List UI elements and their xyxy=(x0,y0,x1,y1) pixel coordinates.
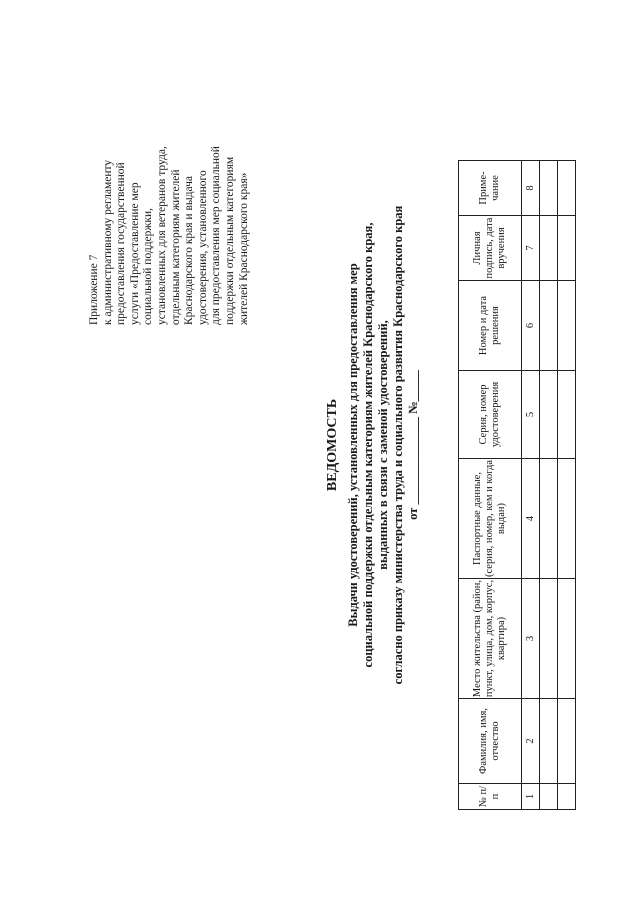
column-number-cell: 8 xyxy=(522,161,540,216)
header-number: № п/п xyxy=(459,784,522,810)
column-number-cell: 4 xyxy=(522,459,540,579)
appendix-line: поддержки отдельным категориям xyxy=(223,156,236,325)
column-number-cell: 6 xyxy=(522,281,540,371)
header-signature: Личная подпись, дата вручения xyxy=(459,216,522,281)
appendix-line: для предоставления мер социальной xyxy=(210,146,223,325)
header-decision: Номер и дата решения xyxy=(459,281,522,371)
appendix-line: Приложение 7 xyxy=(88,254,100,325)
table-cell xyxy=(540,784,558,810)
statement-line: Выдачи удостоверений, установленных для предоставления мер xyxy=(346,263,360,627)
statement-heading: ВЕДОМОСТЬ xyxy=(325,398,340,492)
column-number-cell: 7 xyxy=(522,216,540,281)
table-row xyxy=(558,161,576,810)
appendix-line: отдельным категориям жителей xyxy=(169,169,182,325)
appendix-note xyxy=(88,85,251,325)
appendix-line: к административному регламенту xyxy=(101,159,114,325)
column-number-cell: 2 xyxy=(522,699,540,784)
table-cell xyxy=(558,784,576,810)
header-certificate: Серия, номер удостоверения xyxy=(459,371,522,459)
column-number-cell: 5 xyxy=(522,371,540,459)
appendix-line: жителей Краснодарского края» xyxy=(237,172,250,325)
appendix-line: Краснодарского края и выдача xyxy=(183,176,196,325)
appendix-line: предоставления государственной xyxy=(115,162,128,325)
table-cell xyxy=(558,216,576,281)
table-cell xyxy=(558,161,576,216)
appendix-line: услуги «Предоставление мер xyxy=(128,182,141,325)
table-cell xyxy=(540,161,558,216)
header-full-name: Фамилия, имя, отчество xyxy=(459,699,522,784)
register-table xyxy=(458,160,576,810)
table-cell xyxy=(540,459,558,579)
header-passport: Паспортные данные, (серия, номер, кем и когда выдан) xyxy=(459,459,522,579)
appendix-line: установленных для ветеранов труда, xyxy=(155,146,168,325)
table-header-row xyxy=(459,161,522,810)
statement-line: от ______________ №_____ xyxy=(406,370,420,520)
header-note: Приме-чание xyxy=(459,161,522,216)
statement-line: социальной поддержки отдельным категориям жителей Краснодарского края, xyxy=(361,222,375,668)
statement-line: выданных в связи с заменой удостоверений, xyxy=(376,320,390,570)
statement-line: согласно приказу министерства труда и социального развития Краснодарского края xyxy=(391,205,405,685)
table-cell xyxy=(558,281,576,371)
column-number-cell: 3 xyxy=(522,579,540,699)
table-cell xyxy=(540,371,558,459)
column-number-cell: 1 xyxy=(522,784,540,810)
table-cell xyxy=(540,699,558,784)
numbering-row xyxy=(522,161,540,810)
table-cell xyxy=(558,699,576,784)
table-cell xyxy=(558,371,576,459)
statement-title-block xyxy=(325,185,421,705)
table-cell xyxy=(540,281,558,371)
table-row xyxy=(540,161,558,810)
appendix-line: социальной поддержки, xyxy=(142,208,155,325)
appendix-line: удостоверения, установленного xyxy=(196,170,209,325)
table-cell xyxy=(540,579,558,699)
table-cell xyxy=(540,216,558,281)
table-cell xyxy=(558,579,576,699)
table-cell xyxy=(558,459,576,579)
header-residence: Место жительства (район, пункт, улица, дом, корпус, квартира) xyxy=(459,579,522,699)
table-body xyxy=(522,161,576,810)
